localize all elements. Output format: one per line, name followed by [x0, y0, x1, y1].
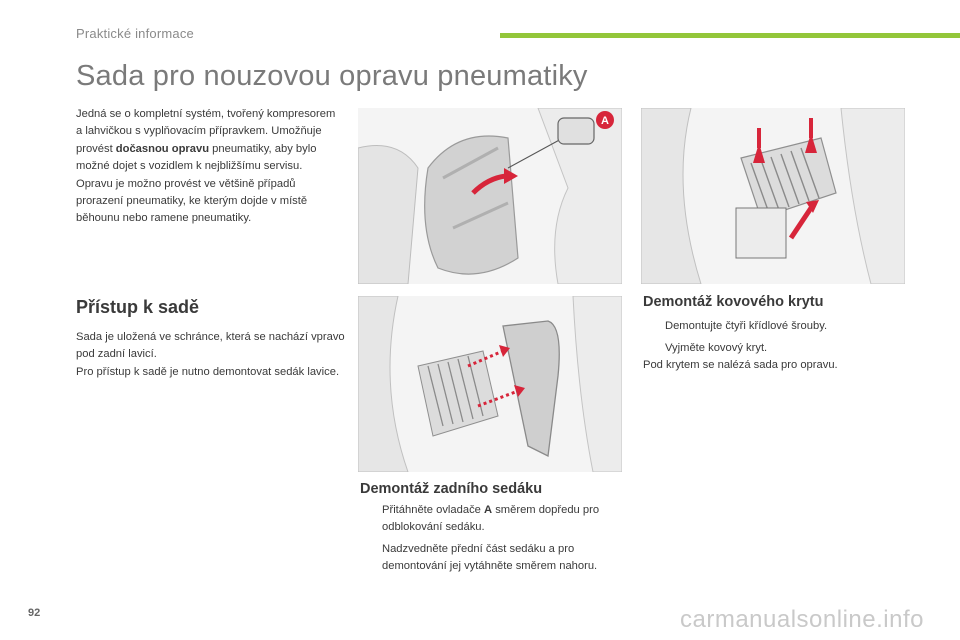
remove-seat-step-1 — [360, 502, 630, 536]
remove-seat-step-1-text — [382, 502, 630, 536]
access-text — [76, 329, 346, 381]
header-accent-bar — [500, 33, 960, 38]
seat-removal-illustration — [358, 296, 622, 472]
remove-cover-heading: Demontáž kovového krytu — [643, 294, 824, 310]
callout-a-label: A — [601, 115, 609, 127]
remove-cover-steps — [643, 318, 903, 374]
remove-cover-step-2 — [643, 340, 903, 357]
intro-text — [76, 106, 338, 228]
remove-seat-heading: Demontáž zadního sedáku — [360, 481, 543, 497]
remove-cover-step-1-text: Demontujte čtyři křídlové šrouby. — [665, 320, 828, 332]
access-line-2: Pro přístup k sadě je nutno demontovat sedák lavice. — [76, 365, 340, 378]
intro-paragraph-2: Opravu je možno provést ve většině případů prorazení pneumatiky, ke kterým dojde v místě běhounu nebo ramene pneumatiky. — [76, 177, 308, 225]
step1-bold: A — [484, 504, 493, 516]
seat-release-illustration — [358, 108, 622, 284]
checkbox-bullet-icon — [360, 541, 382, 575]
page-number: 92 — [28, 607, 41, 619]
checkbox-bullet-icon — [360, 502, 382, 536]
remove-cover-note: Pod krytem se nalézá sada pro opravu. — [643, 359, 838, 371]
intro-part1: Jedná se o kompletní systém, tvořený kompresorem a lahvičkou s vyplňovacím přípravkem. Umožňuje provést — [76, 108, 336, 155]
remove-cover-step-2-text: Vyjměte kovový kryt. — [665, 342, 768, 354]
seat-removal-drawing — [358, 296, 622, 472]
remove-seat-step-2-text: Nadzvedněte přední část sedáku a pro demontování jej vytáhněte směrem nahoru. — [382, 543, 598, 572]
section-title: Praktické informace — [76, 26, 194, 41]
checkbox-bullet-icon — [643, 340, 665, 357]
remove-seat-step-2 — [360, 541, 630, 575]
seat-release-drawing — [358, 108, 622, 284]
intro-bold: dočasnou opravu — [115, 142, 210, 155]
metal-cover-illustration — [641, 108, 905, 284]
remove-seat-steps — [360, 502, 630, 580]
checkbox-bullet-icon — [643, 318, 665, 335]
step1-post: směrem dopředu pro odblokování sedáku. — [382, 504, 600, 533]
page-title: Sada pro nouzovou opravu pneumatiky — [76, 60, 588, 92]
watermark: carmanualsonline.info — [680, 606, 924, 633]
intro-paragraph-1 — [76, 106, 338, 176]
access-line-1: Sada je uložená ve schránce, která se nachází vpravo pod zadní lavicí. — [76, 331, 345, 361]
intro-part2: pneumatiky, aby bylo možné dojet s vozidlem k nejbližšímu servisu. — [76, 142, 317, 173]
access-heading: Přístup k sadě — [76, 297, 200, 317]
remove-cover-step-1 — [643, 318, 903, 335]
metal-cover-drawing — [641, 108, 905, 284]
step1-pre: Přitáhněte ovladače — [382, 504, 484, 516]
